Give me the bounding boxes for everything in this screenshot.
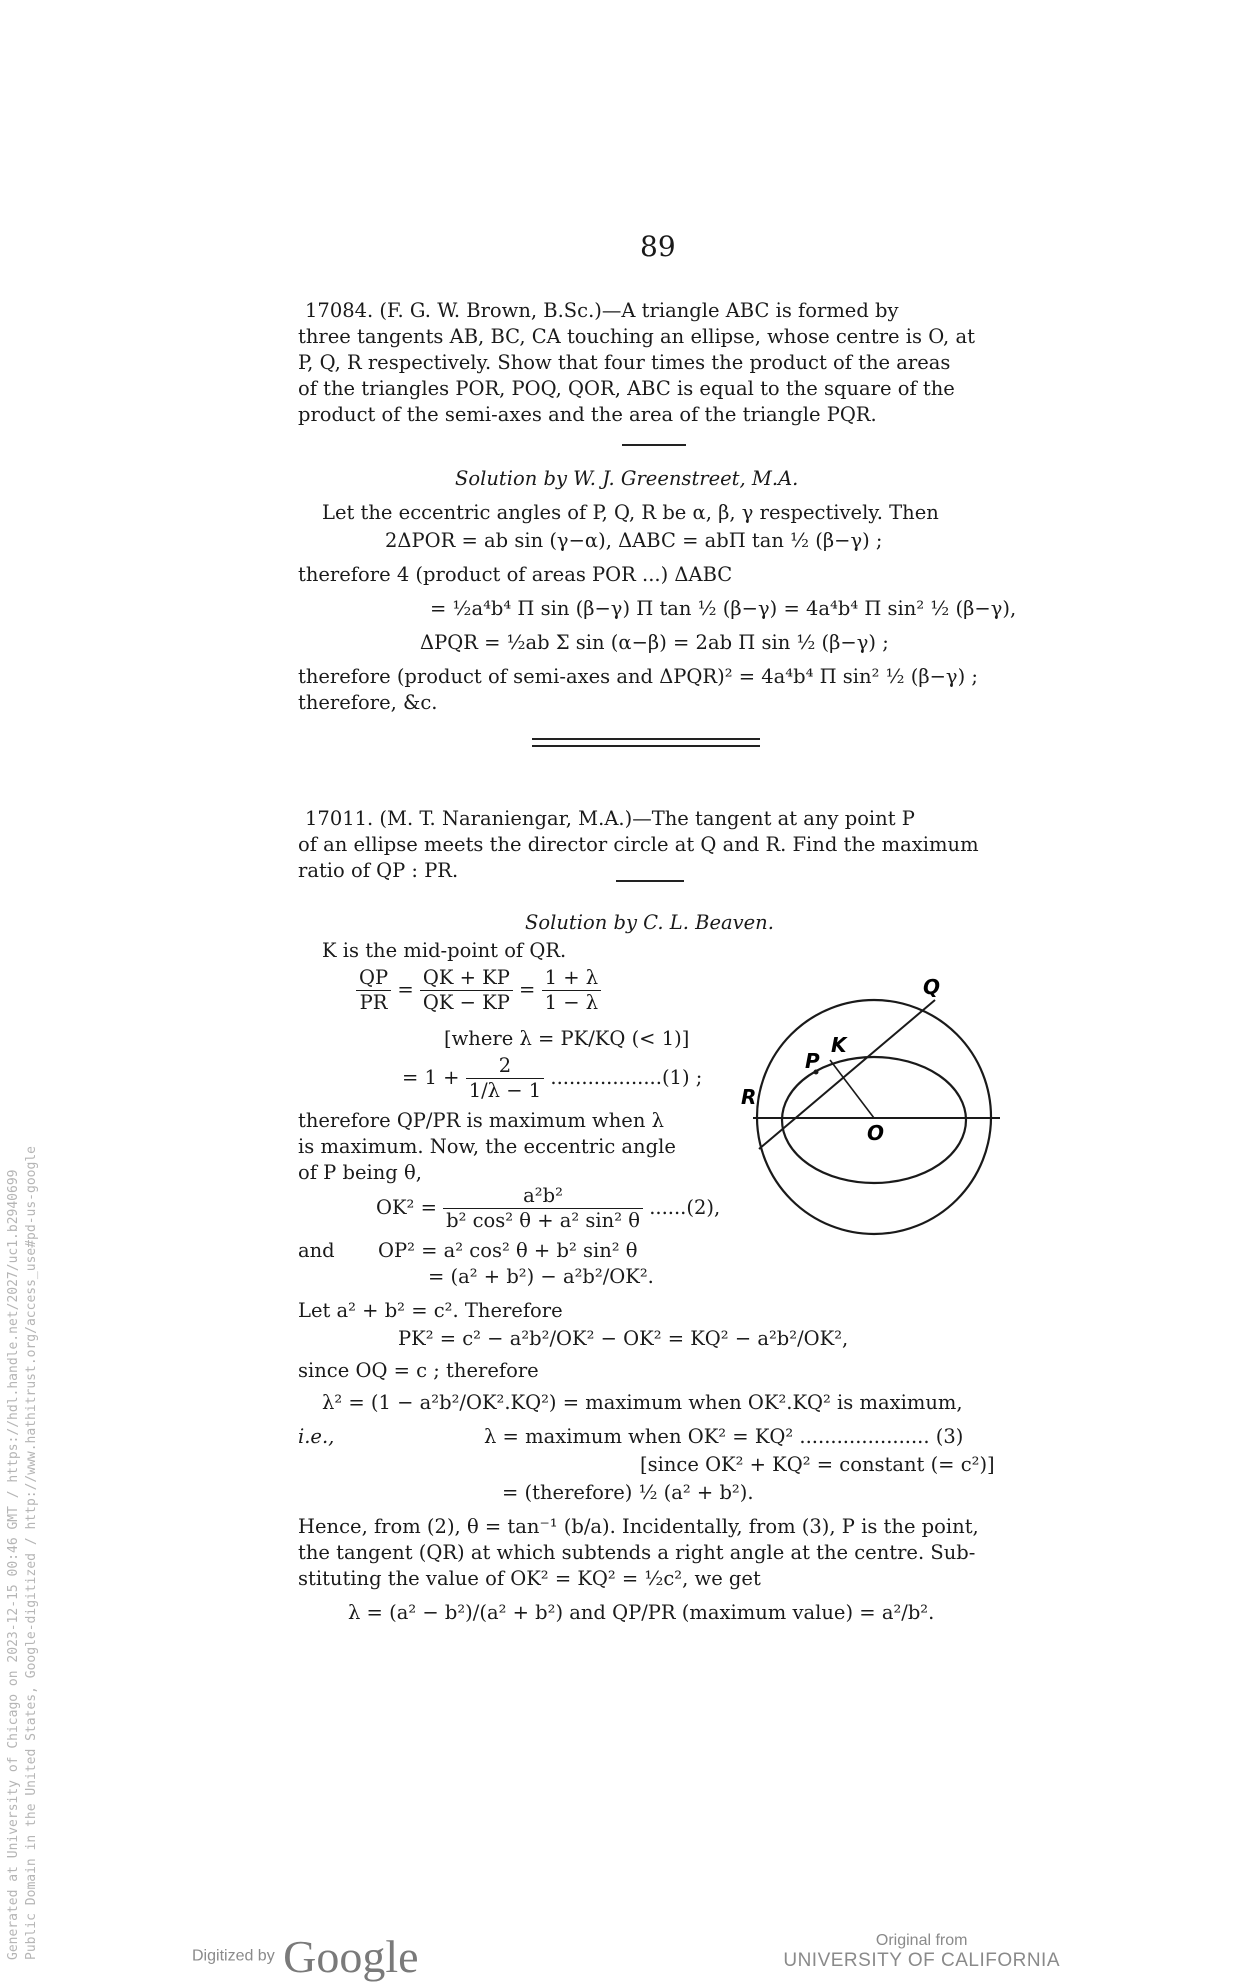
equation-pk: PK² = c² − a²b²/OK² − OK² = KQ² − a²b²/OK², (398, 1327, 849, 1350)
text-line: Let a² + b² = c². Therefore (298, 1299, 563, 1322)
solution-line: therefore, &c. (298, 691, 438, 714)
therefore-line: = (therefore) ½ (a² + b²). (502, 1481, 754, 1504)
solution-line: Let the eccentric angles of P, Q, R be α, β, γ respectively. Then (322, 501, 939, 524)
label-k: K (831, 1033, 847, 1057)
solution-line: therefore 4 (product of areas POR ...) ΔABC (298, 563, 733, 586)
problem-line: of an ellipse meets the director circle at Q and R. Find the maximum (298, 833, 979, 856)
text-line: since OQ = c ; therefore (298, 1359, 539, 1382)
numerator: QK + KP (420, 966, 513, 991)
original-from-text: Original from (875, 1932, 968, 1949)
equation-lead: = 1 + (402, 1066, 460, 1089)
numerator: 1 + λ (542, 966, 602, 991)
equation-ratio (356, 966, 601, 1015)
text-line: therefore QP/PR is maximum when λ (298, 1109, 664, 1132)
short-divider (616, 880, 684, 882)
double-divider-bottom (532, 745, 760, 747)
watermark-line-2: Public Domain in the United States, Google-digitized / http://www.hathitrust.org/access_use#pd-us-google (24, 1146, 39, 1960)
fraction (356, 966, 391, 1015)
equation-op-cont: = (a² + b²) − a²b²/OK². (428, 1265, 654, 1288)
solution-line: K is the mid-point of QR. (322, 939, 567, 962)
solution-equation: = ½a⁴b⁴ Π sin (β−γ) Π tan ½ (β−γ) = 4a⁴b⁴ Π sin² ½ (β−γ), (430, 597, 1017, 620)
ie-label: i.e., (298, 1425, 335, 1448)
denominator: b² cos² θ + a² sin² θ (446, 1209, 640, 1232)
numerator: a²b² (443, 1184, 643, 1209)
digitized-by-text: Digitized by (192, 1947, 275, 1965)
solution-equation: 2ΔPOR = ab sin (γ−α), ΔABC = abΠ tan ½ (β−γ) ; (385, 529, 883, 552)
denominator: 1/λ − 1 (468, 1079, 542, 1102)
equation-three: λ = maximum when OK² = KQ² ..................... (3) (484, 1425, 964, 1448)
text-line: stituting the value of OK² = KQ² = ½c², we get (298, 1567, 761, 1590)
digitized-by-google (192, 1930, 419, 1983)
tangent-line-rq (759, 1000, 935, 1149)
text-line: Hence, from (2), θ = tan⁻¹ (b/a). Incidentally, from (3), P is the point, (298, 1515, 979, 1538)
equation-op: OP² = a² cos² θ + b² sin² θ (378, 1239, 638, 1262)
denominator: QK − KP (422, 991, 510, 1014)
solution-heading: Solution by W. J. Greenstreet, M.A. (455, 467, 799, 490)
university-text: UNIVERSITY OF CALIFORNIA (783, 1950, 1060, 1971)
label-p: P (805, 1049, 820, 1073)
denominator: 1 − λ (544, 991, 599, 1014)
fraction (542, 966, 602, 1015)
and-label: and (298, 1239, 335, 1262)
text-line: the tangent (QR) at which subtends a right angle at the centre. Sub- (298, 1541, 976, 1564)
final-equation: λ = (a² − b²)/(a² + b²) and QP/PR (maximum value) = a²/b². (348, 1601, 935, 1624)
fraction (466, 1054, 544, 1103)
label-o: O (867, 1121, 885, 1145)
numerator: 2 (466, 1054, 544, 1079)
equation-tail: ..................(1) ; (550, 1066, 703, 1089)
director-circle-figure (735, 978, 1025, 1248)
where-line: [where λ = PK/KQ (< 1)] (444, 1027, 690, 1050)
problem-line: of the triangles POR, POQ, QOR, ABC is equal to the square of the (298, 377, 955, 400)
equation-two (376, 1184, 720, 1233)
double-divider-top (532, 738, 760, 740)
solution-line: therefore (product of semi-axes and ΔPQR)² = 4a⁴b⁴ Π sin² ½ (β−γ) ; (298, 665, 978, 688)
short-divider (622, 444, 686, 446)
google-logo: Google (283, 1931, 419, 1982)
problem-line: product of the semi-axes and the area of the triangle PQR. (298, 403, 877, 426)
equals-sign: = (519, 978, 536, 1001)
since-line: [since OK² + KQ² = constant (= c²)] (640, 1453, 995, 1476)
text-line: is maximum. Now, the eccentric angle (298, 1135, 676, 1158)
equation-tail: ......(2), (649, 1196, 721, 1219)
equals-sign: = (397, 978, 414, 1001)
fraction (420, 966, 513, 1015)
original-from (783, 1932, 1060, 1972)
problem-line: ratio of QP : PR. (298, 859, 459, 882)
fraction (443, 1184, 643, 1233)
problem-line: three tangents AB, BC, CA touching an ellipse, whose centre is O, at (298, 325, 975, 348)
ellipse (782, 1057, 966, 1183)
equation-lead: OK² = (376, 1196, 437, 1219)
solution-equation: ΔPQR = ½ab Σ sin (α−β) = 2ab Π sin ½ (β−γ) ; (420, 631, 889, 654)
problem-line: P, Q, R respectively. Show that four times the product of the areas (298, 351, 951, 374)
equation-one (402, 1054, 702, 1103)
label-r: R (741, 1085, 757, 1109)
text-line: of P being θ, (298, 1161, 422, 1184)
denominator: PR (359, 991, 388, 1014)
solution-heading: Solution by C. L. Beaven. (525, 911, 774, 934)
equation-lambda-sq: λ² = (1 − a²b²/OK².KQ²) = maximum when OK².KQ² is maximum, (322, 1391, 963, 1414)
page-number: 89 (640, 230, 676, 263)
problem-line: 17084. (F. G. W. Brown, B.Sc.)—A triangle ABC is formed by (305, 299, 899, 322)
problem-line: 17011. (M. T. Naraniengar, M.A.)—The tangent at any point P (305, 807, 915, 830)
numerator: QP (356, 966, 391, 991)
label-q: Q (923, 978, 941, 999)
radius-ok (830, 1060, 874, 1118)
watermark-line-1: Generated at University of Chicago on 2023-12-15 00:46 GMT / https://hdl.handle.net/2027/uc1.b2940699 (6, 1169, 21, 1960)
